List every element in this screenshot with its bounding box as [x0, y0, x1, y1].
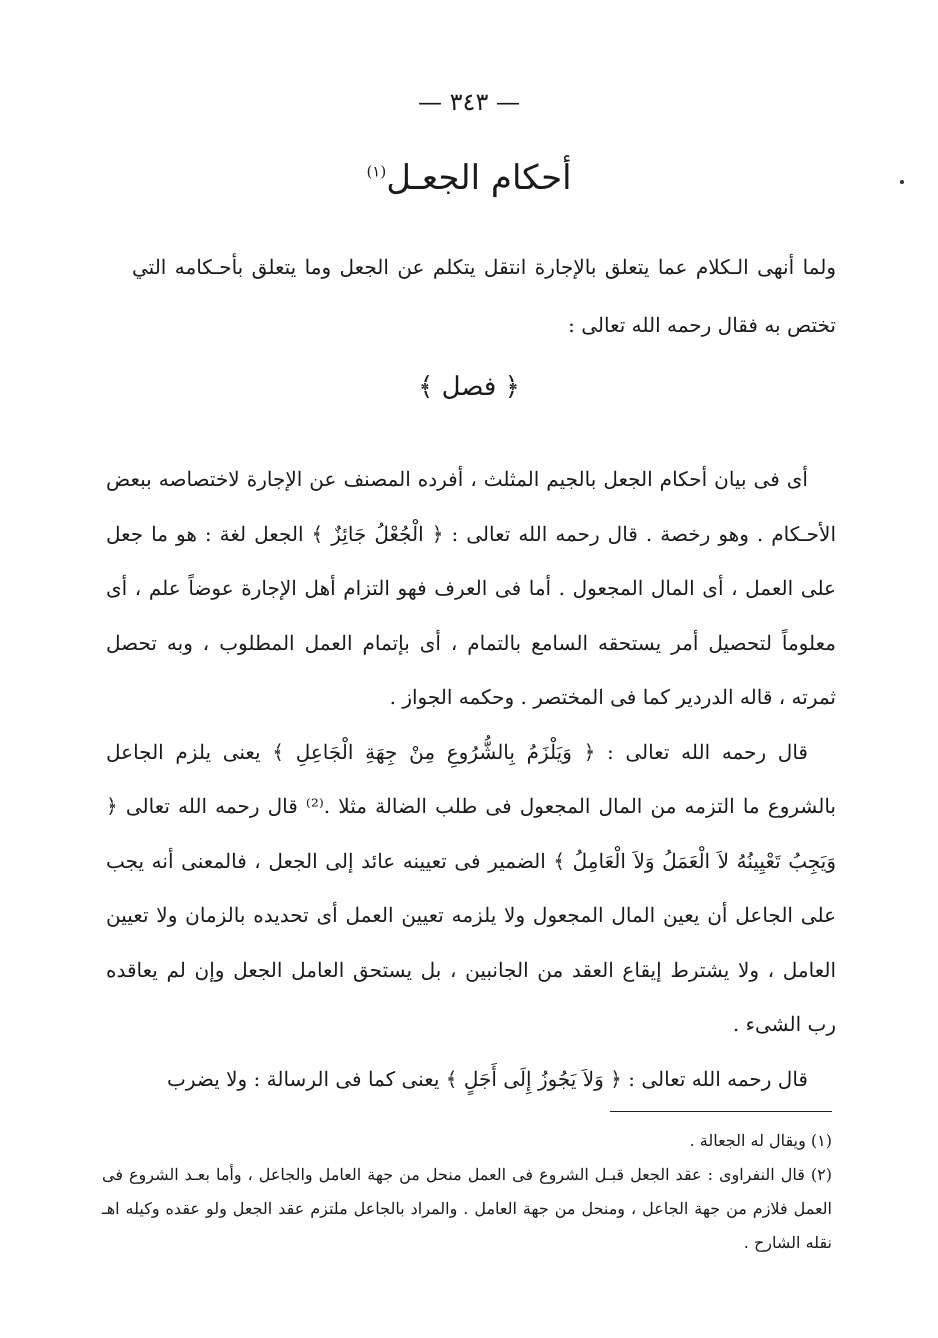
intro-paragraph: ولما أنهى الـكلام عما يتعلق بالإجارة انتقل يتكلم عن الجعل وما يتعلق بأحـكامه التي تختص به فقال رحمه الله تعالى : [132, 255, 836, 337]
page-number: — ٣٤٣ — [418, 88, 520, 116]
body-paragraph: أى فى بيان أحكام الجعل بالجيم المثلث ، أفرده المصنف عن الإجارة لاختصاصه ببعض الأحـكام . وهو رخصة . قال رحمه الله تعالى : ﴿ الْجُعْلُ جَائِزٌ ﴾ الجعل لغة : هو ما جعل على العمل ، أى المال المجعول . أما فى العرف فهو التزام أهل الإجارة عوضاً علم ، أى معلوماً لتحصيل أمر يستحقه السامع بالتمام ، أى بإتمام العمل المطلوب ، وبه تحصل ثمرته ، قاله الدردير كما فى المختصر . وحكمه الجواز . [106, 467, 836, 709]
section-title: ﴿ فصل ﴾ [418, 372, 520, 402]
chapter-title [0, 158, 938, 198]
footnote-item: (١) ويقال له الجعالة . [689, 1131, 832, 1150]
body-text [106, 452, 836, 1106]
body-paragraph: قال رحمه الله تعالى : ﴿ وَلاَ يَجُوزُ إِلَى أَجَلٍ ﴾ يعنى كما فى الرسالة : ولا يضرب [167, 1066, 808, 1091]
body-paragraph: قال رحمه الله تعالى : ﴿ وَيَلْزَمُ بِالشُّرُوعِ مِنْ جِهَةِ الْجَاعِلِ ﴾ يعنى يلزم الجاعل بالشروع ما التزمه من المال المجعول فى طلب الضالة مثلا .⁽²⁾ قال رحمه الله تعالى ﴿ وَيَجِبُ تَعْيِينُهُ لاَ الْعَمَلُ وَلاَ الْعَامِلُ ﴾ الضمير فى تعيينه عائد إلى الجعل ، فالمعنى أنه يجب على الجاعل أن يعين المال المجعول ولا يلزمه تعيين العمل أى تحديده بالزمان ولا تعيين العامل ، ولا يشترط إيقاع العقد من الجانبين ، بل يستحق العامل الجعل وإن لم يعاقده رب الشىء . [106, 739, 836, 1036]
footnote-item: (٢) قال النفراوى : عقد الجعل قبـل الشروع فى العمل منحل من جهة العامل والجاعل ، وأما بعـد الشروع فى العمل فلازم من جهة الجاعل ، ومنحل من جهة العامل . والمراد بالجاعل ملتزم عقد الجعل ولو عقده وكيله اهـ نقله الشارح . [102, 1165, 832, 1252]
chapter-title-footnote-marker: (١) [366, 162, 387, 181]
footnote-divider [610, 1111, 832, 1112]
footnotes [102, 1124, 832, 1260]
chapter-title-text: أحكام الجعـل [386, 158, 572, 198]
